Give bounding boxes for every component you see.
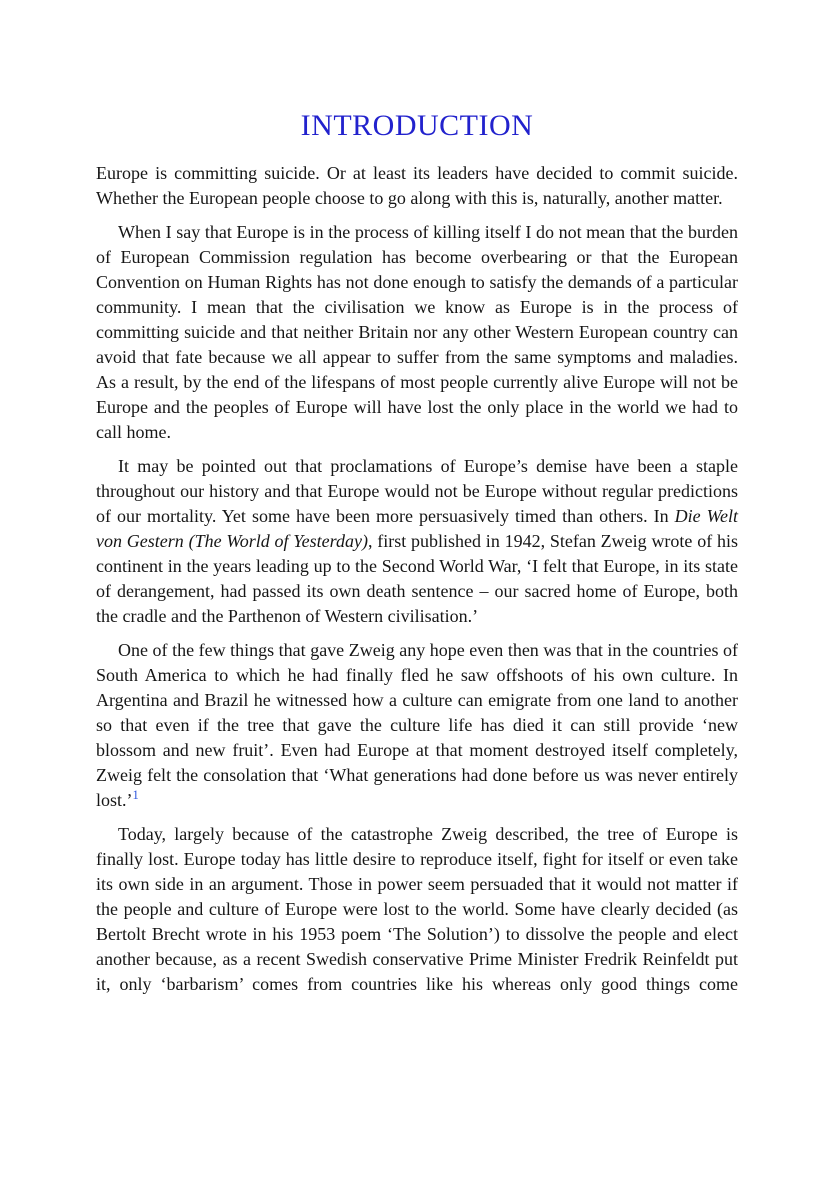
body-text: , first published in 1942, Stefan Zweig wrote of his continent in the years leading up to the Second World War, ‘I felt that Europe, in its state of derangement, had passed its own death sentence – our sacred home of Europe, both the cradle and the Parthenon of Western civilisation.’ bbox=[96, 531, 738, 626]
paragraph bbox=[96, 454, 738, 629]
paragraph bbox=[96, 220, 738, 445]
paragraph bbox=[96, 638, 738, 813]
italic-text: (The World of Yesterday) bbox=[188, 531, 368, 551]
body-text: It may be pointed out that proclamations of Europe’s demise have been a staple throughout our history and that Europe would not be Europe without regular predictions of our mortality. Yet some have been more persuasively timed than others. In bbox=[96, 456, 738, 526]
article-body bbox=[96, 161, 738, 997]
footnote-ref-link[interactable]: 1 bbox=[132, 788, 139, 802]
body-text: One of the few things that gave Zweig any hope even then was that in the countries of South America to which he had finally fled he saw offshoots of his own culture. In Argentina and Brazil he witnessed how a culture can emigrate from one land to another so that even if the tree that gave the culture life has died it can still provide ‘new blossom and new fruit’. Even had Europe at that moment destroyed itself completely, Zweig felt the consolation that ‘What generations had done before us was never entirely lost.’ bbox=[96, 640, 738, 810]
paragraph bbox=[96, 822, 738, 997]
body-text: Today, largely because of the catastrophe Zweig described, the tree of Europe is finally lost. Europe today has little desire to reproduce itself, fight for itself or even take its own side in an argument. Those in power seem persuaded that it would not matter if the people and culture of Europe were lost to the world. Some have clearly decided (as Bertolt Brecht wrote in his 1953 poem ‘The Solution’) to dissolve the people and elect another because, as a recent Swedish conservative Prime Minister Fredrik Reinfeldt put it, only ‘barbarism’ comes from countries like his whereas only good things come bbox=[96, 824, 738, 994]
body-text: When I say that Europe is in the process of killing itself I do not mean that the burden of European Commission regulation has become overbearing or that the European Convention on Human Rights has not done enough to satisfy the demands of a particular community. I mean that the civilisation we know as Europe is in the process of committing suicide and that neither Britain nor any other Western European country can avoid that fate because we all appear to suffer from the same symptoms and maladies. As a result, by the end of the lifespans of most people currently alive Europe will not be Europe and the peoples of Europe will have lost the only place in the world we had to call home. bbox=[96, 222, 738, 442]
body-text: Europe is committing suicide. Or at least its leaders have decided to commit suicide. Whether the European people choose to go along with this is, naturally, another matter. bbox=[96, 163, 738, 208]
chapter-title: INTRODUCTION bbox=[300, 109, 534, 142]
italic-text: Die Welt von Gestern bbox=[96, 506, 738, 551]
paragraph bbox=[96, 161, 738, 211]
